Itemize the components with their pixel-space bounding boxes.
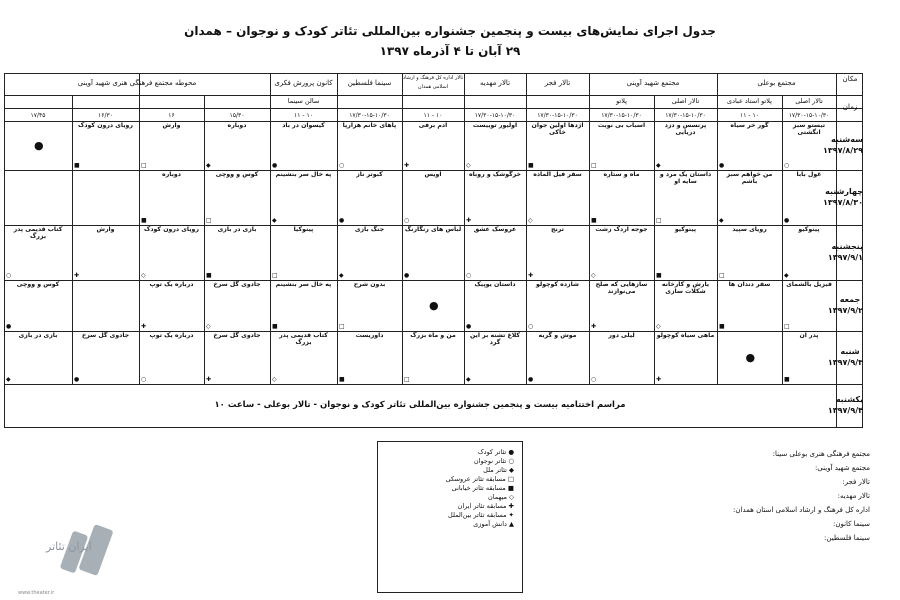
time-header: ۱۷/۳۰-۱۵-۱۰/۳۰ xyxy=(537,112,578,119)
schedule-cell xyxy=(337,331,402,384)
schedule-cell xyxy=(270,280,337,331)
category-icon: □ xyxy=(141,162,147,169)
category-icon: ◇ xyxy=(141,272,146,279)
category-icon: ○ xyxy=(784,162,790,169)
legend-label: تئاتر ملل xyxy=(483,466,507,474)
schedule-cell xyxy=(589,331,654,384)
category-icon: ○ xyxy=(466,272,472,279)
legend-item xyxy=(386,493,514,502)
play-title: آدم برفی xyxy=(418,122,448,129)
schedule-cell xyxy=(464,121,526,170)
category-icon: ◆ xyxy=(656,162,661,169)
schedule-table xyxy=(4,73,863,428)
schedule-cell xyxy=(139,170,204,225)
play-title: رویای درون کودک xyxy=(144,226,199,233)
schedule-cell xyxy=(402,121,464,170)
venue-note: تالار فجر: xyxy=(842,478,870,486)
legend-icon: ◇ xyxy=(506,493,514,501)
day-name: یکشنبه xyxy=(835,395,863,404)
day-name: پنجشنبه xyxy=(831,241,863,251)
play-title: اولیور توییست xyxy=(472,122,518,129)
category-icon: ◆ xyxy=(206,162,211,169)
venue-note: اداره کل فرهنگ و ارشاد اسلامی استان همدان: xyxy=(733,506,870,514)
venue-header: تالار اداره کل فرهنگ و ارشاد اسلامی همدان xyxy=(402,75,464,90)
category-icon: □ xyxy=(784,323,790,330)
day-date: ۱۳۹۷/۹/۱ xyxy=(827,252,863,262)
schedule-cell xyxy=(4,280,72,331)
child-theater-dot-icon: ● xyxy=(745,350,756,364)
play-title: گور خر سیاه xyxy=(730,122,769,129)
schedule-cell xyxy=(337,280,402,331)
legend-item xyxy=(386,448,514,457)
category-icon: ◇ xyxy=(591,272,596,279)
legend-icon: □ xyxy=(505,475,514,483)
play-title: جوجه اردک زشت xyxy=(595,226,648,233)
category-icon: ✚ xyxy=(528,272,534,279)
category-icon: ● xyxy=(528,376,534,383)
category-icon: ○ xyxy=(591,376,597,383)
play-title: په خال سر بنشینم xyxy=(275,171,332,178)
play-title: بدون شرح xyxy=(353,281,386,288)
legend-label: مسابقه تئاتر ایران xyxy=(457,502,507,510)
schedule-cell xyxy=(204,121,270,170)
legend-item xyxy=(386,457,514,466)
category-icon: ◇ xyxy=(656,323,661,330)
schedule-cell xyxy=(464,170,526,225)
play-title: آویس xyxy=(424,171,442,178)
category-icon: ● xyxy=(339,217,345,224)
play-title: سفر فیل الماده xyxy=(533,171,582,178)
schedule-cell xyxy=(270,121,337,170)
grid-line xyxy=(4,427,863,428)
legend xyxy=(377,441,523,593)
category-icon: ● xyxy=(466,323,472,330)
day-date: ۱۳۹۷/۹/۲ xyxy=(827,305,863,315)
venue-notes xyxy=(640,447,870,545)
play-title: پدر آن xyxy=(799,332,819,339)
schedule-cell xyxy=(589,280,654,331)
day-name: شنبه xyxy=(840,346,860,356)
subvenue-header: تالار اصلی xyxy=(671,97,700,105)
day-date: ۱۳۹۷/۹/۴ xyxy=(827,406,863,415)
category-icon: ○ xyxy=(404,217,410,224)
schedule-cell xyxy=(72,121,139,170)
category-icon: ◆ xyxy=(272,217,277,224)
schedule-cell xyxy=(717,280,782,331)
category-icon: □ xyxy=(339,323,345,330)
grid-line xyxy=(4,108,863,109)
schedule-cell xyxy=(782,280,836,331)
legend-label: مسابقه تئاتر بین‌الملل xyxy=(448,511,507,519)
play-title: فیزیل بالشمای xyxy=(786,281,832,288)
play-title: دوباره xyxy=(162,171,181,178)
play-title: سفر دندان ها xyxy=(728,281,771,288)
play-title: من و ماه بزرگ xyxy=(410,332,456,339)
venue-header: سینما فلسطین xyxy=(347,79,392,87)
play-title: کتاب قدیمی پدر بزرگ xyxy=(13,226,63,240)
schedule-cell xyxy=(204,280,270,331)
schedule-cell xyxy=(782,331,836,384)
day-label xyxy=(827,394,863,416)
play-title: اسباب بی نوبت xyxy=(597,122,646,129)
play-title: لباس های رنگارنگ xyxy=(404,226,462,233)
category-icon: ✚ xyxy=(656,376,662,383)
schedule-cell xyxy=(4,331,72,384)
schedule-cell xyxy=(337,121,402,170)
day-date: ۱۳۹۷/۹/۳ xyxy=(827,357,863,367)
time-header: ۱۵/۳۰ xyxy=(229,112,245,119)
play-title: وارش xyxy=(96,226,115,233)
play-title: کلاغ تشنه بر این گرد xyxy=(469,332,521,346)
schedule-cell xyxy=(402,331,464,384)
category-icon: ○ xyxy=(339,162,345,169)
category-icon: ◆ xyxy=(784,272,789,279)
play-title: پینوکیو xyxy=(674,226,697,233)
schedule-cell xyxy=(654,121,717,170)
venue-header: تالار مهدیه xyxy=(479,79,511,87)
category-icon: ■ xyxy=(784,376,790,383)
page-title: جدول اجرای نمایش‌های بیست و پنجمین جشنواره بین‌المللی تئاتر کودک و نوجوان – همدان xyxy=(184,24,716,38)
legend-label: مسابقه تئاتر عروسکی xyxy=(445,475,506,483)
schedule-cell xyxy=(139,280,204,331)
play-title: جنگ بازی xyxy=(354,226,385,233)
legend-item xyxy=(386,511,514,520)
time-header: ۱۶/۳۰ xyxy=(98,112,113,119)
category-icon: ■ xyxy=(141,217,147,224)
play-title: رویای درون کودک xyxy=(78,122,133,129)
play-title: ترنج xyxy=(551,226,564,233)
logo xyxy=(6,520,124,590)
schedule-cell xyxy=(782,225,836,280)
category-icon: ◇ xyxy=(528,217,533,224)
child-theater-dot-icon: ● xyxy=(34,138,44,152)
place-label: مکان xyxy=(842,75,858,83)
category-icon: ◇ xyxy=(466,162,471,169)
legend-label: تئاتر کودک xyxy=(477,448,507,456)
schedule-cell xyxy=(337,170,402,225)
category-icon: ○ xyxy=(6,272,12,279)
play-title: شازده کوچولو xyxy=(536,281,579,288)
time-header: ۱۷/۴۵ xyxy=(30,112,46,119)
day-label xyxy=(827,346,863,368)
schedule-cell xyxy=(139,121,204,170)
play-title: په خال سر بنشینم xyxy=(275,281,332,288)
category-icon: ○ xyxy=(528,323,534,330)
play-title: من خواهم سبز باشم xyxy=(726,171,773,185)
venue-header: محوطه مجتمع فرهنگی هنری شهید آوینی xyxy=(77,79,197,87)
category-icon: ◇ xyxy=(206,323,211,330)
category-icon: ○ xyxy=(141,376,147,383)
play-title: داستان یوپیک xyxy=(474,281,516,288)
subvenue-header: تالار اصلی xyxy=(795,97,823,105)
play-title: تیستو سبز انگشتی xyxy=(792,122,826,136)
schedule-cell xyxy=(526,121,589,170)
legend-item xyxy=(386,484,514,493)
venue-note: مجتمع شهید آوینی: xyxy=(814,464,870,472)
venue-note: تالار مهدیه: xyxy=(837,492,870,500)
schedule-cell xyxy=(589,225,654,280)
time-label: زمان xyxy=(842,103,858,111)
legend-item xyxy=(386,475,514,484)
schedule-cell xyxy=(717,121,782,170)
category-icon: ● xyxy=(784,217,790,224)
venue-note: مجتمع فرهنگی هنری بوعلی سینا: xyxy=(772,450,870,458)
legend-label: میهمان xyxy=(487,493,507,501)
category-icon: ■ xyxy=(656,272,662,279)
play-title: کبوتر ناز xyxy=(356,171,383,178)
schedule-cell xyxy=(204,170,270,225)
day-date: ۱۳۹۷/۸/۳۰ xyxy=(822,197,863,207)
schedule-cell xyxy=(589,170,654,225)
legend-item xyxy=(386,520,514,529)
time-header: ۱۰ - ۱۱ xyxy=(423,112,443,119)
day-label xyxy=(822,134,863,156)
play-title: رویای سپید xyxy=(732,226,767,233)
day-name: چهارشنبه xyxy=(825,186,863,196)
schedule-cell xyxy=(204,331,270,384)
category-icon: ■ xyxy=(719,323,725,330)
play-title: عروسک عشق xyxy=(473,226,517,233)
play-title: پینوکیا xyxy=(293,226,314,233)
category-icon: ● xyxy=(6,323,12,330)
schedule-cell xyxy=(654,170,717,225)
time-header: ۱۶ xyxy=(168,112,175,119)
legend-item xyxy=(386,466,514,475)
play-title: پینوکیو xyxy=(798,226,820,233)
day-label xyxy=(827,241,863,263)
category-icon: ■ xyxy=(591,217,597,224)
play-title: موش و گربه xyxy=(538,332,577,339)
category-icon: ✚ xyxy=(591,323,597,330)
play-title: جادوی گل سرخ xyxy=(81,332,130,339)
schedule-cell xyxy=(4,225,72,280)
schedule-cell xyxy=(270,170,337,225)
subvenue-header: پلاتو xyxy=(616,97,627,105)
day-name: جمعه xyxy=(839,294,861,304)
category-icon: ● xyxy=(719,162,725,169)
legend-label: دانش آموزی xyxy=(473,520,507,528)
schedule-cell xyxy=(654,331,717,384)
category-icon: □ xyxy=(719,272,725,279)
legend-icon: ● xyxy=(506,448,514,456)
subvenue-header: سالن سینما xyxy=(287,97,320,105)
play-title: بازی در بازی xyxy=(18,332,58,339)
play-title: اژدها اولین جوان خاکی xyxy=(531,122,584,136)
venue-header: مجتمع شهید آوینی xyxy=(626,79,680,87)
venue-header: تالار فجر xyxy=(544,79,571,87)
time-header: ۱۷/۳۰-۱۵-۱۰/۳۰ xyxy=(788,112,830,119)
schedule-cell xyxy=(139,331,204,384)
play-title: کوس و ووچی xyxy=(16,281,60,288)
closing-ceremony: مراسم اختتامیه بیست و پنجمین جشنواره بین‌المللی تئاتر کودک و نوجوان - تالار بوعلی - ساعت ۱۰ xyxy=(214,400,626,410)
venue-header: کانون پرورش فکری xyxy=(274,79,333,87)
schedule-cell xyxy=(270,225,337,280)
child-theater-dot-icon: ● xyxy=(429,298,439,312)
category-icon: □ xyxy=(206,217,212,224)
schedule-cell xyxy=(72,225,139,280)
play-title: یارش و کارخانه شکلات سازی xyxy=(661,281,710,295)
grid-line xyxy=(4,95,863,96)
schedule-cell xyxy=(204,225,270,280)
play-title: ماه و ستاره xyxy=(603,171,640,178)
play-title: دوباره xyxy=(227,122,247,129)
legend-icon: ◆ xyxy=(506,466,514,474)
category-icon: ✚ xyxy=(466,217,472,224)
play-title: ماهی سیاه کوچولو xyxy=(656,332,715,339)
venue-header: مجتمع بوعلی xyxy=(757,79,796,87)
legend-icon: ○ xyxy=(506,457,514,465)
schedule-cell xyxy=(717,225,782,280)
category-icon: ◆ xyxy=(719,217,724,224)
legend-item xyxy=(386,502,514,511)
play-title: کیسوان در باد xyxy=(282,122,325,129)
category-icon: ■ xyxy=(272,323,278,330)
play-title: جادوی گل سرخ xyxy=(213,281,261,288)
category-icon: ✚ xyxy=(404,162,410,169)
category-icon: ● xyxy=(74,376,80,383)
category-icon: ✚ xyxy=(141,323,147,330)
schedule-cell xyxy=(402,170,464,225)
schedule-cell xyxy=(526,225,589,280)
schedule-cell xyxy=(72,331,139,384)
legend-icon: ✚ xyxy=(506,502,514,510)
category-icon: ✚ xyxy=(206,376,212,383)
schedule-cell xyxy=(464,225,526,280)
schedule-cell xyxy=(464,280,526,331)
legend-icon: ✦ xyxy=(506,511,514,519)
category-icon: ● xyxy=(272,162,278,169)
time-header: ۱۰ - ۱۱ xyxy=(294,112,313,119)
schedule-cell xyxy=(526,280,589,331)
schedule-cell xyxy=(464,331,526,384)
category-icon: □ xyxy=(272,272,278,279)
category-icon: ■ xyxy=(206,272,212,279)
time-header: ۱۷/۳۰-۱۵-۱۰/۳۰ xyxy=(665,112,706,119)
schedule-cell xyxy=(526,331,589,384)
category-icon: ✚ xyxy=(74,272,80,279)
schedule-cell xyxy=(526,170,589,225)
day-name: سه‌شنبه xyxy=(831,134,863,144)
play-title: پرنسس و دزد دریایی xyxy=(664,122,707,136)
venue-note: سینما کانون: xyxy=(832,520,870,528)
category-icon: ■ xyxy=(74,162,80,169)
schedule-cell xyxy=(782,121,836,170)
venue-note: سینما فلسطین: xyxy=(824,534,870,542)
time-header: ۱۰ - ۱۱ xyxy=(740,112,759,119)
play-title: غول بابا xyxy=(796,171,822,178)
day-date: ۱۳۹۷/۸/۲۹ xyxy=(822,145,863,155)
play-title: کتاب قدیمی پدر بزرگ xyxy=(279,332,328,346)
play-title: داوریست xyxy=(355,332,384,339)
play-title: لیلی دور xyxy=(608,332,635,339)
play-title: درباره یک توپ xyxy=(149,332,194,339)
time-header: ۱۷/۳۰-۱۵-۱۰/۳۰ xyxy=(349,112,390,119)
category-icon: ◇ xyxy=(272,376,277,383)
play-title: پاهای خانم هزارپا xyxy=(342,122,397,129)
category-icon: ◆ xyxy=(6,376,11,383)
category-icon: □ xyxy=(591,162,597,169)
category-icon: ■ xyxy=(339,376,345,383)
category-icon: ◆ xyxy=(466,376,471,383)
schedule-cell xyxy=(139,225,204,280)
category-icon: □ xyxy=(404,376,410,383)
schedule-cell xyxy=(337,225,402,280)
day-label xyxy=(822,186,863,208)
legend-label: مسابقه تئاتر خیابانی xyxy=(451,484,506,492)
play-title: خرگوشک و روباه xyxy=(468,171,522,178)
schedule-cell xyxy=(654,225,717,280)
schedule-cell xyxy=(402,225,464,280)
day-label xyxy=(827,294,863,316)
page-subtitle: ۲۹ آبان تا ۴ آذرماه ۱۳۹۷ xyxy=(379,44,521,58)
category-icon: ● xyxy=(404,272,410,279)
time-header: ۱۷/۳۰-۱۵-۱۰/۳۰ xyxy=(601,112,642,119)
play-title: جادوی گل سرخ xyxy=(213,332,261,339)
grid-line xyxy=(4,384,863,385)
time-header: ۱۷/۳۰-۱۵-۱۰/۳۰ xyxy=(474,112,516,119)
play-title: بازی در بازی xyxy=(217,226,257,233)
watermark-url: www.theater.ir xyxy=(18,590,55,596)
legend-label: تئاتر نوجوان xyxy=(473,457,507,465)
legend-icon: ▲ xyxy=(506,520,514,528)
category-icon: □ xyxy=(656,217,662,224)
play-title: داستان یک مرد و سایه او xyxy=(659,171,712,185)
schedule-cell xyxy=(782,170,836,225)
schedule-cell xyxy=(270,331,337,384)
schedule-cell xyxy=(589,121,654,170)
schedule-cell xyxy=(654,280,717,331)
category-icon: ■ xyxy=(528,162,534,169)
schedule-cell xyxy=(717,170,782,225)
category-icon: ◆ xyxy=(339,272,344,279)
logo-text-mark: ایران تئاتر xyxy=(46,540,92,553)
play-title: درباره یک توپ xyxy=(149,281,194,288)
legend-icon: ■ xyxy=(505,484,514,492)
play-title: وارش xyxy=(162,122,181,129)
play-title: سازهایی که صلح می‌نوازند xyxy=(595,281,648,295)
subvenue-header: پلاتو استاد عبادی xyxy=(727,97,772,105)
play-title: کوس و ووچی xyxy=(215,171,259,178)
